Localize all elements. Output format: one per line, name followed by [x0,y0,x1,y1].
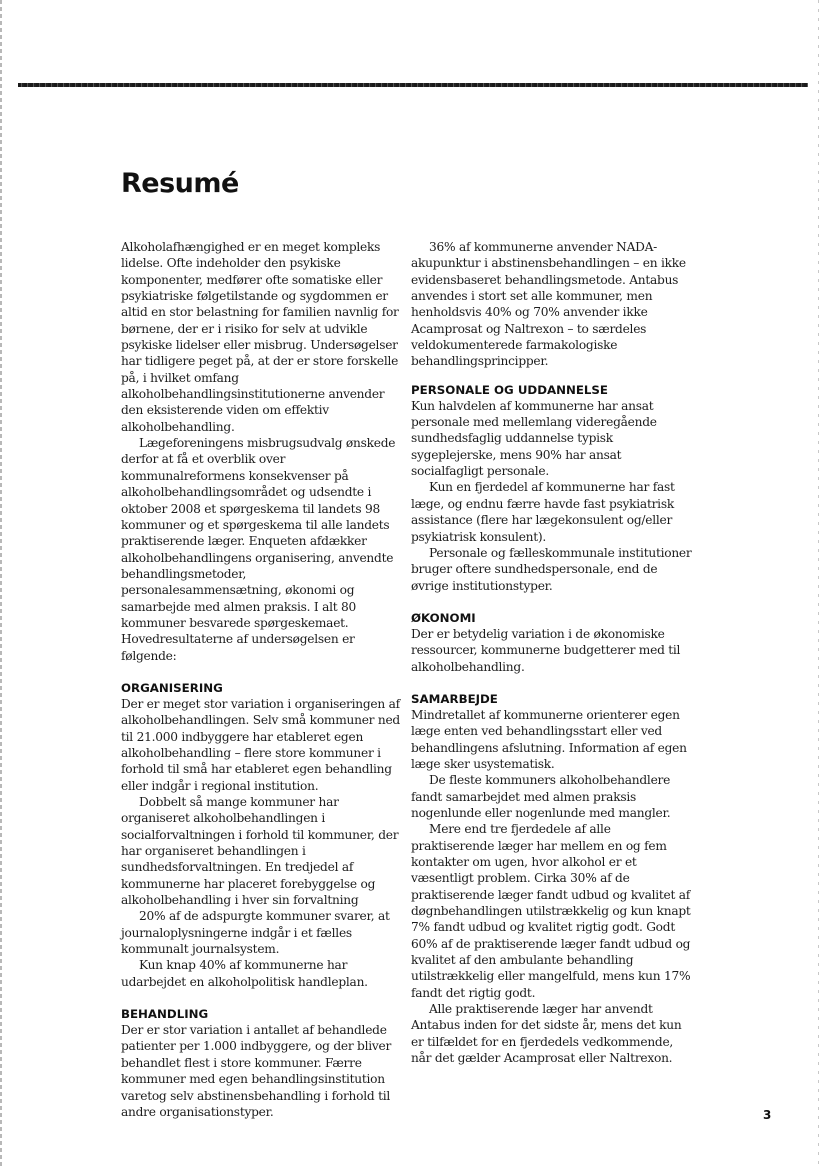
page-title: Resumé [121,168,239,199]
body-paragraph: Der er meget stor variation i organiseringen af alkoholbehandlingen. Selv små kommuner ned til 21.000 indbyggere har etableret egen alkoholbehandling – flere store kommuner i forhold til små har etableret egen behandling eller indgår i regional institution. [121,696,400,793]
page-number: 3 [763,1108,772,1122]
section-heading-behandling: BEHANDLING [121,1007,209,1022]
body-paragraph: 20% af de adspurgte kommuner svarer, at journaloplysningerne indgår i et fælles kommunalt journalsystem. [121,909,390,957]
body-paragraph: Mere end tre fjerdedele af alle praktiserende læger har mellem en og fem kontakter om ugen, hvor alkohol er et væsentligt problem. Cirka 30% af de praktiserende læger fandt udbud og kvalitet af døgnbehandlingen utilstrækkelig og kun knapt 7% fandt udbud og kvalitet rigtig godt. Godt 60% af de praktiserende læger fandt udbud og kvalitet af den ambulante behandling utilstrækkelig eller mangelfuld, mens kun 17% fandt det rigtig godt. [411,822,691,1000]
body-paragraph: Mindretallet af kommunerne orienterer egen læge enten ved behandlingsstart eller ved behandlingens afslutning. Information af egen læge sker usystematisk. [411,707,687,771]
intro-paragraph: Lægeforeningens misbrugsudvalg ønskede derfor at få et overblik over kommunalreformens konsekvenser på alkoholbehandlingsområdet og udsendte i oktober 2008 et spørgeskema til landets 98 kommuner og et spørgeskema til alle landets praktiserende læger. Enqueten afdækker alkoholbehandlingens organisering, anvendte behandlingsmetoder, personalesammensætning, økonomi og samarbejde med almen praksis. I alt 80 kommuner besvarede spørgeskemaet. Hovedresultaterne af undersøgelsen er følgende: [121,436,396,663]
intro-paragraph: Alkoholafhængighed er en meget kompleks lidelse. Ofte indeholder den psykiske komponenter, medfører ofte somatiske eller psykiatriske følgetilstande og sygdommen er altid en stor belastning for familien navnlig for børnene, der er i risiko for selv at udvikle psykiske lidelser eller misbrug. Undersøgelser har tidligere peget på, at der er store forskelle på, i hvilket omfang alkoholbehandlingsinstitutionerne anvender den eksisterende viden om effektiv alkoholbehandling. [121,240,399,434]
body-paragraph: Kun en fjerdedel af kommunerne har fast læge, og endnu færre havde fast psykiatrisk assistance (flere har lægekonsulent og/eller psykiatrisk konsulent). [411,480,675,544]
scan-edge-left [0,0,2,1168]
continuation-paragraph: 36% af kommunerne anvender NADA-akupunktur i abstinensbehandlingen – en ikke evidensbaseret behandlingsmetode. Antabus anvendes i stort set alle kommuner, men henholdsvis 40% og 70% anvender ikke Acamprosat og Naltrexon – to særdeles veldokumenterede farmakologiske behandlingsprincipper. [411,240,686,369]
body-paragraph: Personale og fælleskommunale institutioner bruger oftere sundhedspersonale, end de øvrige institutionstyper. [411,545,692,593]
section-heading-okonomi: ØKONOMI [411,610,476,625]
body-paragraph: Kun halvdelen af kommunerne har ansat personale med mellemlang videregående sundhedsfaglig uddannelse typisk sygeplejerske, mens 90% har ansat socialfagligt personale. [411,398,657,479]
section-heading-samarbejde: SAMARBEJDE [411,691,498,706]
right-column [411,239,696,1066]
body-paragraph: De fleste kommuners alkoholbehandlere fandt samarbejdet med almen praksis nogenlunde eller nogenlunde med mangler. [411,773,671,820]
body-paragraph: Alle praktiserende læger har anvendt Antabus inden for det sidste år, mens det kun er tilfældet for en fjerdedels vedkommende, når det gælder Acamprosat eller Naltrexon. [411,1002,682,1066]
body-paragraph: Dobbelt så mange kommuner har organiseret alkoholbehandlingen i socialforvaltningen i forhold til kommuner, der har organiseret behandlingen i sundhedsforvaltningen. En tredjedel af kommunerne har placeret forebyggelse og alkoholbehandling i hver sin forvaltning [121,795,399,908]
left-column [121,239,406,1120]
body-paragraph: Der er stor variation i antallet af behandlede patienter per 1.000 indbyggere, og der bliver behandlet flest i store kommuner. Færre kommuner med egen behandlingsinstitution varetog selv abstinensbehandling i forhold til andre organisationstyper. [121,1023,392,1119]
body-paragraph: Der er betydelig variation i de økonomiske ressourcer, kommunerne budgetterer med til alkoholbehandling. [411,626,681,674]
section-heading-personale: PERSONALE OG UDDANNELSE [411,382,608,397]
header-rule [18,83,808,87]
body-paragraph: Kun knap 40% af kommunerne har udarbejdet en alkoholpolitisk handleplan. [121,958,368,989]
section-heading-organisering: ORGANISERING [121,680,223,695]
scan-edge-right [818,0,819,1168]
